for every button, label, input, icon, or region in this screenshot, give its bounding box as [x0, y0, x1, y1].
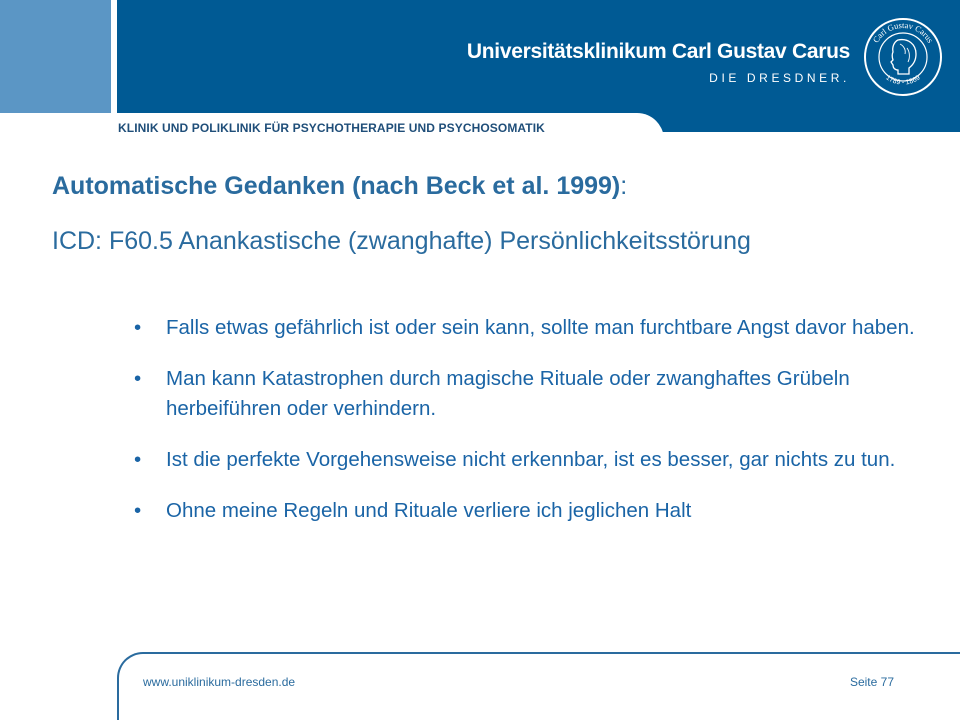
bullet-text: Ohne meine Regeln und Rituale verliere ich jeglichen Halt [166, 499, 692, 522]
bullet-marker: • [134, 367, 142, 390]
slide-title-colon: : [620, 172, 628, 200]
header-accent-panel [0, 0, 111, 113]
university-seal-logo [862, 16, 944, 98]
slide-subtitle: ICD: F60.5 Anankastische (zwanghafte) Persönlichkeitsstörung [52, 227, 751, 255]
bullet-text: Falls etwas gefährlich ist oder sein kann, sollte man furchtbare Angst davor haben. [166, 316, 915, 339]
bullet-item [132, 496, 922, 526]
bullet-text: Man kann Katastrophen durch magische Rituale oder zwanghaftes Grübeln herbeiführen oder verhindern. [166, 367, 850, 420]
brand-name: Universitätsklinikum Carl Gustav Carus [466, 40, 850, 63]
seal-text-top: Carl Gustav Carus [870, 19, 936, 45]
page-number: Seite 77 [849, 675, 894, 689]
bullet-marker: • [134, 499, 142, 522]
bullet-text: Ist die perfekte Vorgehensweise nicht erkennbar, ist es besser, gar nichts zu tun. [166, 448, 896, 471]
bullet-list [132, 313, 922, 547]
department-label: KLINIK UND POLIKLINIK FÜR PSYCHOTHERAPIE UND PSYCHOSOMATIK [118, 121, 545, 135]
bullet-item [132, 313, 922, 343]
slide-title-text: Automatische Gedanken (nach Beck et al. 1999) [52, 172, 621, 200]
seal-text-bottom: 1789 - 1869 [884, 74, 922, 87]
slide-title [52, 172, 627, 201]
header-divider [111, 0, 117, 113]
brand-tagline: DIE DRESDNER. [709, 71, 850, 85]
bullet-marker: • [134, 448, 142, 471]
bullet-item [132, 445, 922, 475]
bullet-item [132, 364, 922, 424]
bullet-marker: • [134, 316, 142, 339]
footer-url: www.uniklinikum-dresden.de [143, 675, 296, 689]
